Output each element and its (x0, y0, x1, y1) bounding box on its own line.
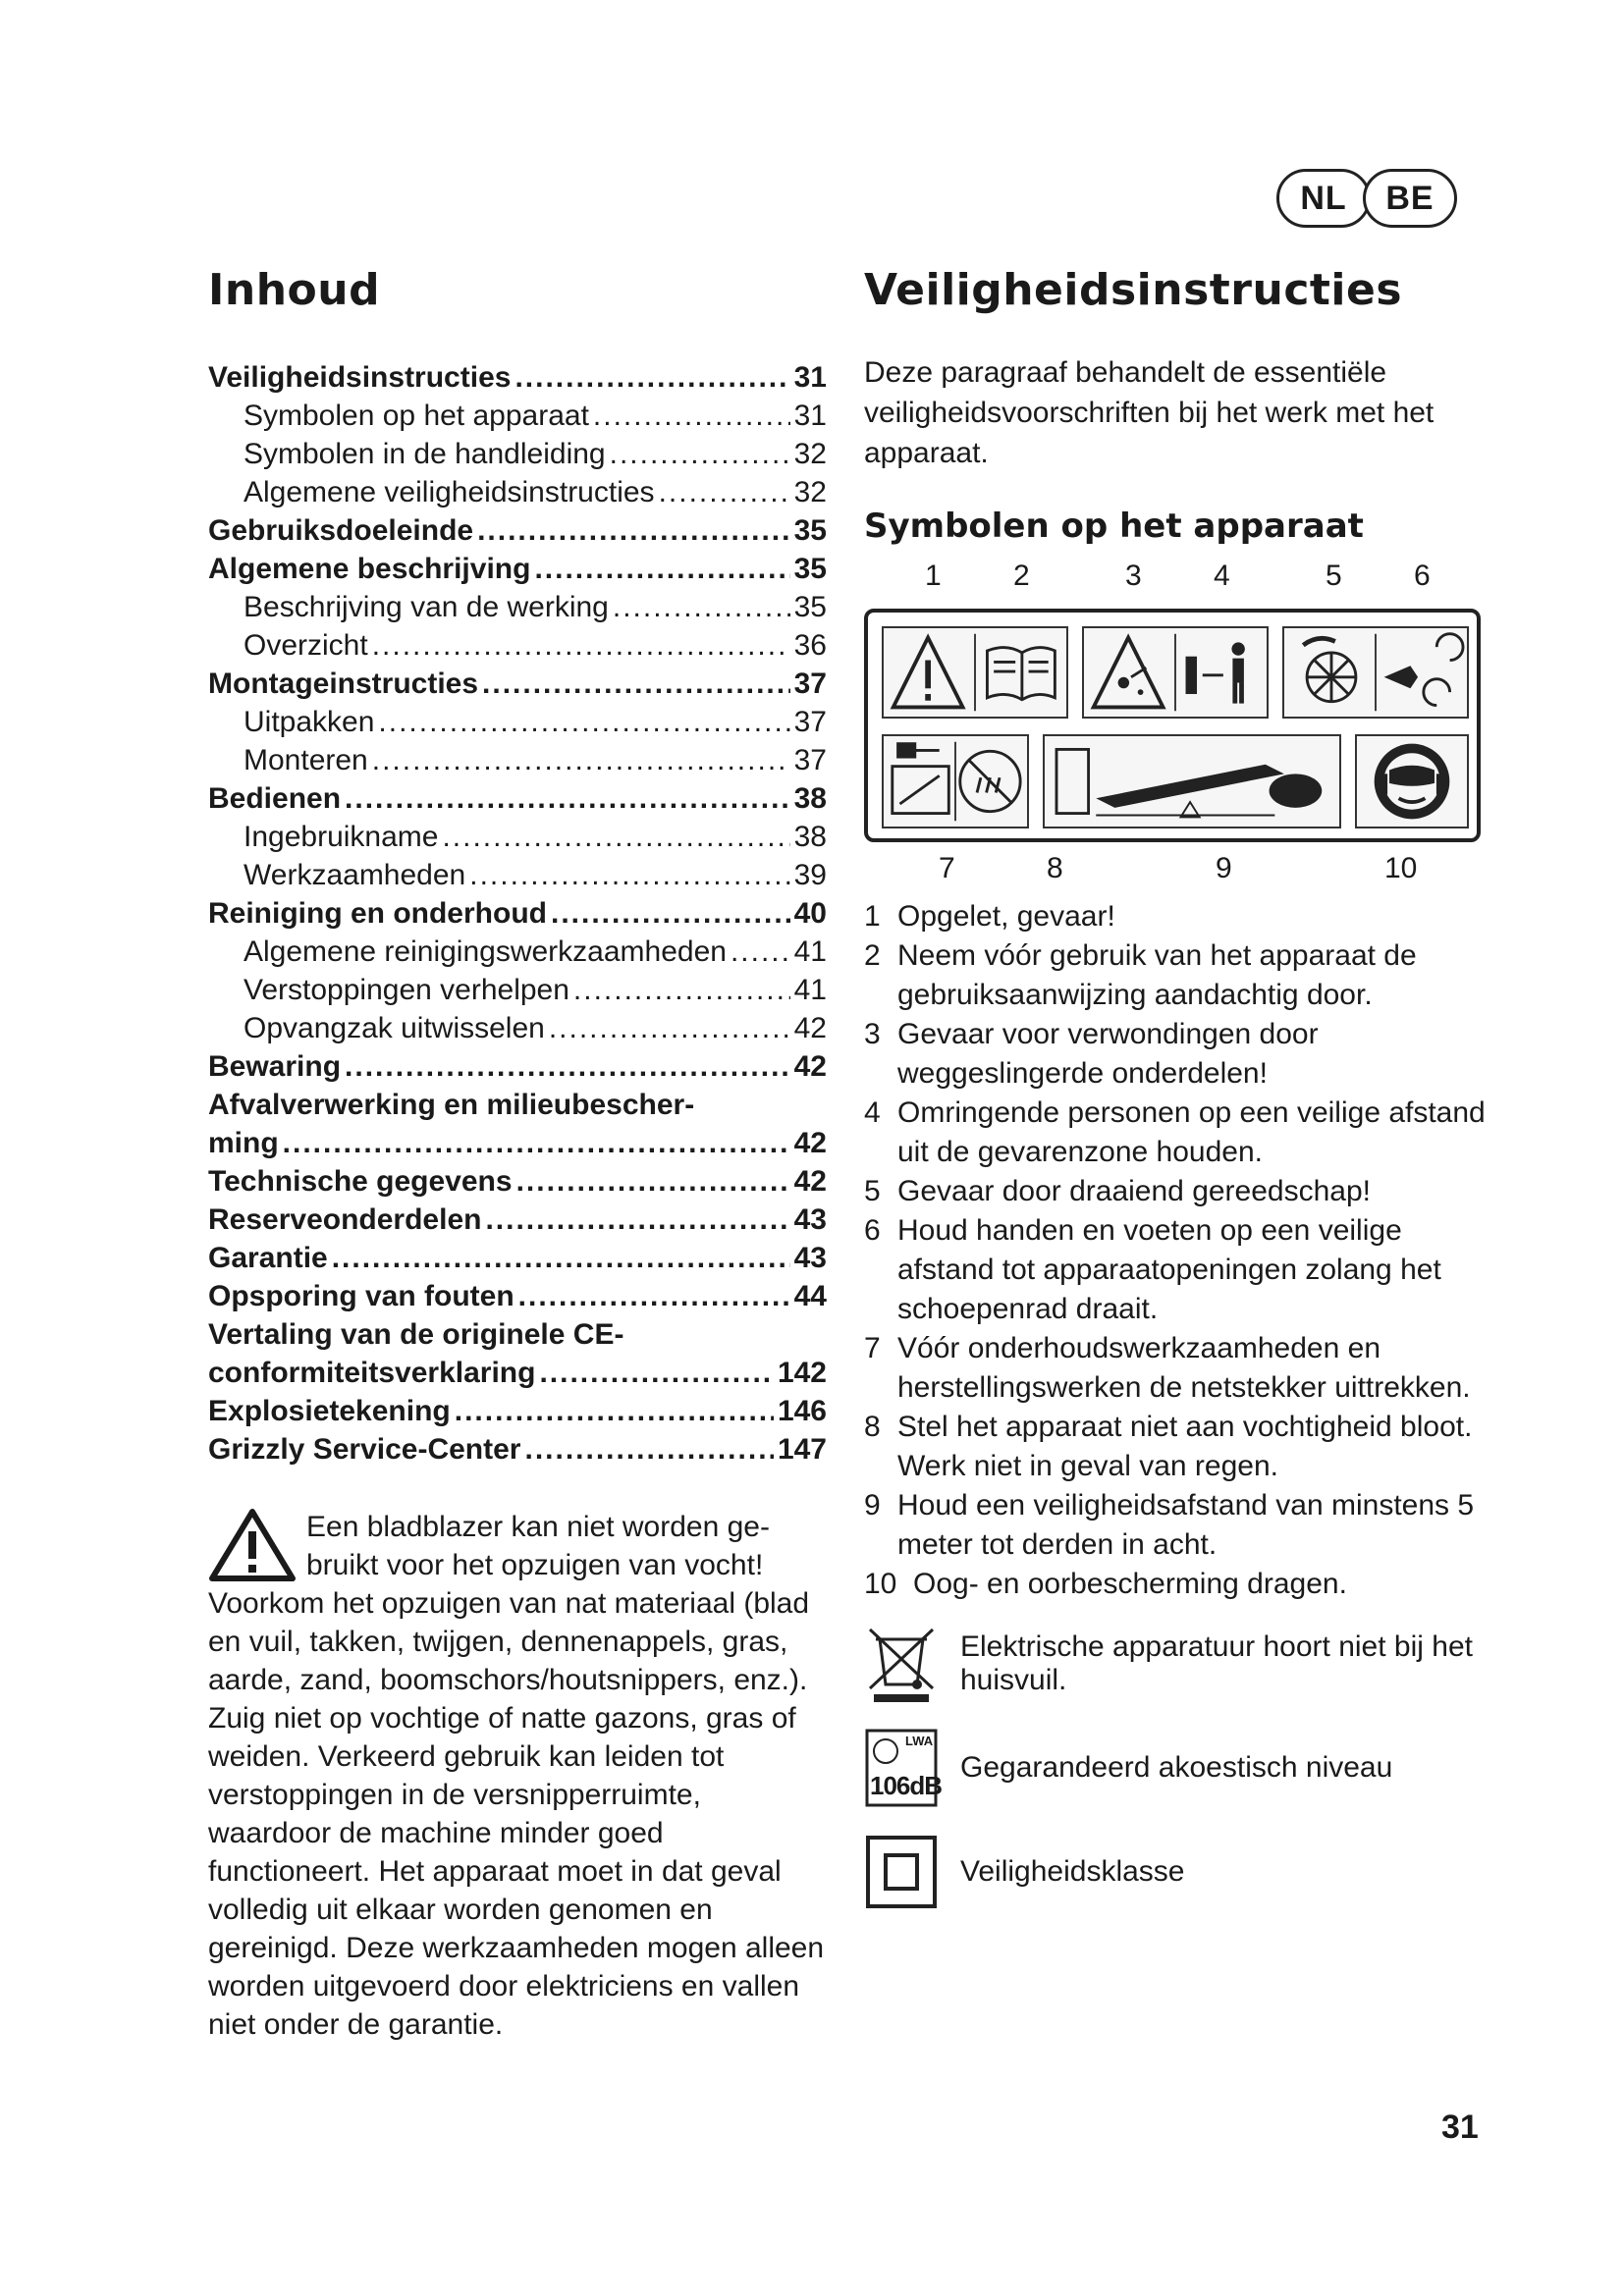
symbol-list-item (864, 1565, 1492, 1604)
toc-leader-dots (442, 818, 789, 856)
toc-leader-dots (613, 588, 790, 626)
toc-entry (208, 1009, 827, 1047)
toc-entry-page: 36 (793, 629, 827, 662)
toc-entry-page: 39 (793, 859, 827, 891)
legend-row-weee (864, 1624, 1492, 1704)
warning-block (208, 1508, 827, 2044)
toc-entry-page: 43 (793, 1242, 827, 1274)
symbol-list-item (864, 1486, 1492, 1565)
symbol-numbers-bottom (864, 852, 1492, 891)
symbol-list-text: Houd handen en voeten op een veilige afstand tot apparaatopeningen zolang het schoepenrad draait. (897, 1214, 1441, 1325)
symbol-list-number: 1 (864, 900, 881, 933)
symbol-number: 4 (1214, 560, 1230, 592)
toc-entry-title: Monteren (244, 744, 368, 776)
toc-entry (208, 1277, 827, 1315)
symbol-list-item (864, 936, 1492, 1015)
hand-impeller-icon (1384, 634, 1463, 706)
toc-entry-page: 38 (793, 782, 827, 815)
toc-entry-page: 32 (793, 438, 827, 470)
symbol-list-item (864, 1015, 1492, 1094)
protection-class-icon (864, 1832, 939, 1912)
toc-entry (208, 626, 827, 665)
warning-lead-line1: Een bladblazer kan niet worden ge- (306, 1511, 770, 1543)
toc-entry-title: Ingebruikname (244, 821, 439, 853)
toc-entry (208, 1315, 827, 1354)
toc-entry-title: Garantie (208, 1242, 328, 1274)
toc-leader-dots (345, 779, 790, 818)
toc-entry (208, 1047, 827, 1086)
toc-entry-page: 43 (793, 1203, 827, 1236)
symbol-list-text: Houd een veiligheidsafstand van minstens 5 meter tot derden in acht. (897, 1489, 1475, 1561)
symbol-number: 5 (1326, 560, 1342, 592)
toc-entry-title: Bewaring (208, 1050, 342, 1083)
toc-leader-dots (659, 473, 790, 511)
legend-text-weee: Elektrische apparatuur hoort niet bij het huisvuil. (960, 1630, 1473, 1696)
symbol-number: 2 (1013, 560, 1030, 592)
toc-leader-dots (332, 1239, 790, 1277)
symbol-list-number: 7 (864, 1332, 881, 1364)
symbol-panel (864, 609, 1481, 842)
toc-entry-title: Symbolen in de handleiding (244, 438, 606, 470)
symbol-list-text: Neem vóór gebruik van het apparaat de gebruiksaanwijzing aandachtig door. (897, 939, 1417, 1011)
symbol-list-text: Opgelet, gevaar! (897, 900, 1115, 933)
toc-entry-title: Grizzly Service-Center (208, 1433, 521, 1466)
warning-body: Voorkom het opzuigen van nat materiaal (blad en vuil, takken, twijgen, dennenappels, gras, aarde, zand, boomschors/houtsnippers, enz.). Zuig niet op vochtige of natte gazons, gras of weiden. Verkeerd gebruik kan leiden tot verstoppingen in de versnipperruimte, waardoor de machine minder goed functioneert. Het apparaat moet in dat geval volledig uit elkaar worden genomen en gereinigd. Deze werkzaamheden mogen alleen worden uitgevoerd door elektriciens en vallen niet onder de garantie. (208, 1587, 825, 2041)
page-number: 31 (1441, 2109, 1479, 2146)
toc-entry-title: Verstoppingen verhelpen (244, 974, 569, 1006)
toc-leader-dots (485, 1201, 789, 1239)
toc-entry-page: 142 (777, 1357, 827, 1389)
section-intro: Deze paragraaf behandelt de essentiële veiligheidsvoorschriften bij het werk met het apparaat. (864, 356, 1435, 469)
legend-text-sound: Gegarandeerd akoestisch niveau (960, 1751, 1393, 1784)
toc-entry-title: Symbolen op het apparaat (244, 400, 589, 432)
toc-leader-dots (477, 511, 790, 550)
right-column (864, 265, 1492, 1912)
toc-entry-page: 41 (793, 974, 827, 1006)
toc-entry (208, 1430, 827, 1468)
toc-entry-title: Algemene veiligheidsinstructies (244, 476, 655, 508)
warning-icon (893, 638, 963, 708)
toc-entry-page: 146 (777, 1395, 827, 1427)
symbol-numbers-top (864, 560, 1492, 599)
legend-row-sound (864, 1728, 1492, 1808)
toc-leader-dots (549, 1009, 790, 1047)
toc-entry-title: Beschrijving van de werking (244, 591, 609, 623)
toc-entry-title: Algemene beschrijving (208, 553, 531, 585)
toc-leader-dots (283, 1124, 790, 1162)
toc-leader-dots (455, 1392, 774, 1430)
no-rain-icon (960, 751, 1020, 811)
toc-leader-dots (534, 550, 789, 588)
toc-entry-title: Vertaling van de originele CE- (208, 1318, 624, 1351)
symbol-list-text: Vóór onderhoudswerkzaamheden en herstellingswerken de netstekker uittrekken. (897, 1332, 1471, 1404)
safety-distance-icon (1056, 749, 1322, 817)
toc-entry-title: Werkzaamheden (244, 859, 466, 891)
toc-leader-dots (524, 1430, 773, 1468)
toc-entry-page: 42 (793, 1050, 827, 1083)
warning-lead-line2: bruikt voor het opzuigen van vocht! (306, 1549, 764, 1581)
symbol-list-number: 2 (864, 939, 881, 972)
toc-leader-dots (372, 626, 790, 665)
toc-leader-dots (518, 1277, 790, 1315)
toc-leader-dots (372, 741, 790, 779)
toc-entry (208, 818, 827, 856)
toc-entry-title: Reserveonderdelen (208, 1203, 482, 1236)
toc-entry (208, 358, 827, 397)
symbol-number: 8 (1047, 852, 1063, 884)
legend-row-class (864, 1832, 1492, 1912)
toc-entry-page: 35 (793, 514, 827, 547)
toc-entry-title: Opsporing van fouten (208, 1280, 514, 1312)
toc-entry-title: Gebruiksdoeleinde (208, 514, 474, 547)
toc-entry-page: 38 (793, 821, 827, 853)
toc-leader-dots (551, 894, 790, 933)
manual-icon (987, 648, 1055, 700)
toc-entry-title: Technische gegevens (208, 1165, 513, 1198)
legend-text-class: Veiligheidsklasse (960, 1855, 1185, 1888)
toc-entry (208, 1201, 827, 1239)
symbol-number: 1 (925, 560, 942, 592)
toc-entry-page: 41 (793, 935, 827, 968)
symbol-list-text: Stel het apparaat niet aan vochtigheid bloot. Werk niet in geval van regen. (897, 1411, 1473, 1482)
toc-entry-page: 37 (793, 744, 827, 776)
blade-hand-symbol (1282, 626, 1469, 719)
symbol-list-text: Gevaar voor verwondingen door weggeslingerde onderdelen! (897, 1018, 1319, 1090)
toc-entry (208, 933, 827, 971)
toc-leader-dots (539, 1354, 774, 1392)
toc-entry (208, 511, 827, 550)
warning-manual-symbol (882, 626, 1068, 719)
symbol-number: 7 (939, 852, 955, 884)
symbol-list-number: 9 (864, 1489, 881, 1522)
toc-entry-page: 37 (793, 706, 827, 738)
toc-entry (208, 588, 827, 626)
symbol-list-item (864, 1172, 1492, 1211)
safety-distance-symbol (1043, 734, 1341, 828)
toc-entry-title: ming (208, 1127, 279, 1159)
symbol-list-text: Omringende personen op een veilige afstand uit de gevarenzone houden. (897, 1096, 1486, 1168)
toc-entry-page: 31 (793, 361, 827, 394)
toc-entry-page: 31 (793, 400, 827, 432)
toc-entry-title: Overzicht (244, 629, 368, 662)
toc-entry (208, 856, 827, 894)
toc-entry-title: Uitpakken (244, 706, 375, 738)
toc-entry-page: 40 (793, 897, 827, 930)
toc-entry (208, 665, 827, 703)
toc-leader-dots (345, 1047, 790, 1086)
symbols-heading: Symbolen op het apparaat (864, 507, 1364, 546)
symbol-number: 6 (1414, 560, 1431, 592)
protection-symbol (1355, 734, 1469, 828)
toc-leader-dots (516, 1162, 790, 1201)
toc-entry-title: Opvangzak uitwisselen (244, 1012, 545, 1044)
toc-leader-dots (482, 665, 790, 703)
toc-entry-page: 42 (793, 1165, 827, 1198)
toc-leader-dots (610, 435, 790, 473)
unplug-rain-symbol (882, 734, 1029, 828)
toc-entry-title: Algemene reinigingswerkzaamheden (244, 935, 727, 968)
unplug-icon (893, 744, 949, 814)
toc-entry (208, 550, 827, 588)
table-of-contents (208, 358, 827, 1468)
toc-leader-dots (514, 358, 789, 397)
toc-leader-dots (573, 971, 790, 1009)
toc-entry (208, 971, 827, 1009)
toc-entry (208, 397, 827, 435)
toc-entry (208, 703, 827, 741)
symbol-number: 9 (1216, 852, 1232, 884)
toc-entry-title: Veiligheidsinstructies (208, 361, 512, 394)
toc-entry (208, 473, 827, 511)
toc-entry-title: conformiteitsverklaring (208, 1357, 536, 1389)
toc-entry (208, 1354, 827, 1392)
toc-entry-title: Montageinstructies (208, 667, 479, 700)
toc-entry (208, 779, 827, 818)
language-badge-nl: NL (1276, 169, 1371, 228)
symbol-list-item (864, 897, 1492, 936)
toc-entry (208, 435, 827, 473)
symbol-number: 3 (1125, 560, 1142, 592)
toc-entry (208, 894, 827, 933)
toc-entry-title: Afvalverwerking en milieubescher- (208, 1089, 695, 1121)
toc-leader-dots (731, 933, 790, 971)
eye-ear-protection-icon (1375, 744, 1450, 820)
symbol-list-item (864, 1329, 1492, 1408)
left-column (208, 265, 827, 2044)
toc-entry (208, 1124, 827, 1162)
section-title: Veiligheidsinstructies (864, 265, 1403, 315)
symbol-number: 10 (1384, 852, 1418, 884)
toc-entry-title: Bedienen (208, 782, 342, 815)
toc-entry-page: 147 (777, 1433, 827, 1466)
toc-entry-page: 32 (793, 476, 827, 508)
toc-entry (208, 1239, 827, 1277)
bystander-distance-icon (1186, 642, 1245, 703)
language-badge-be: BE (1363, 169, 1457, 228)
toc-leader-dots (469, 856, 789, 894)
toc-entry-page: 35 (793, 591, 827, 623)
toc-entry-title: Explosietekening (208, 1395, 451, 1427)
toc-entry (208, 1392, 827, 1430)
toc-title: Inhoud (208, 265, 381, 315)
symbol-list-number: 8 (864, 1411, 881, 1443)
toc-entry-page: 44 (793, 1280, 827, 1312)
symbol-list-text: Gevaar door draaiend gereedschap! (897, 1175, 1371, 1207)
symbol-list-number: 3 (864, 1018, 881, 1050)
toc-entry-page: 37 (793, 667, 827, 700)
toc-entry (208, 1162, 827, 1201)
toc-entry-page: 42 (793, 1127, 827, 1159)
sound-value: 106dB (870, 1771, 943, 1800)
debris-bystander-symbol (1082, 626, 1269, 719)
toc-leader-dots (593, 397, 790, 435)
toc-entry-title: Reiniging en onderhoud (208, 897, 547, 930)
symbol-list-item (864, 1408, 1492, 1486)
toc-entry (208, 1086, 827, 1124)
symbol-list (864, 897, 1492, 1604)
rotating-blade-icon (1303, 638, 1356, 701)
toc-entry-page: 42 (793, 1012, 827, 1044)
sound-label: LWA (905, 1734, 934, 1748)
symbol-list-number: 10 (864, 1568, 897, 1600)
symbol-list-item (864, 1094, 1492, 1172)
symbol-list-number: 4 (864, 1096, 881, 1129)
warning-triangle-icon (208, 1508, 297, 1582)
symbol-list-text: Oog- en oorbescherming dragen. (913, 1568, 1347, 1600)
symbol-list-number: 5 (864, 1175, 881, 1207)
toc-leader-dots (378, 703, 789, 741)
symbol-list-item (864, 1211, 1492, 1329)
weee-bin-icon (864, 1624, 939, 1704)
toc-entry (208, 741, 827, 779)
language-badges (1276, 169, 1449, 228)
symbol-list-number: 6 (864, 1214, 881, 1247)
sound-level-icon (864, 1728, 943, 1808)
flying-debris-icon (1094, 638, 1164, 708)
toc-entry-page: 35 (793, 553, 827, 585)
